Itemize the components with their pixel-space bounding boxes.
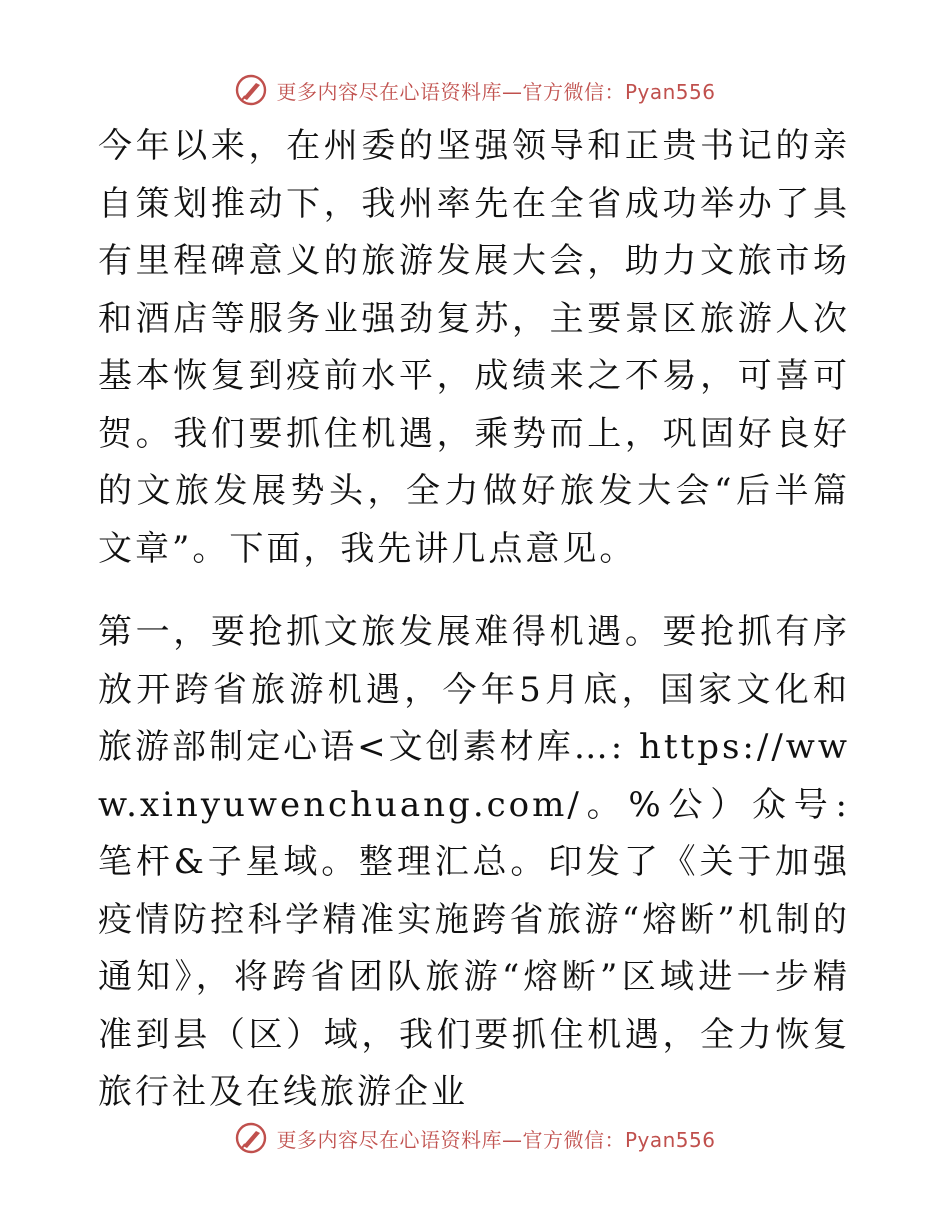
header-banner-text: 更多内容尽在心语资料库—官方微信：Pyan556: [276, 79, 716, 104]
document-body: [98, 118, 850, 1122]
header-watermark-banner: [0, 70, 950, 110]
quill-pen-logo-icon: [234, 1121, 268, 1155]
footer-banner-text: 更多内容尽在心语资料库—官方微信：Pyan556: [276, 1127, 716, 1152]
footer-watermark-banner: [0, 1118, 950, 1158]
body-paragraph-1: 今年以来，在州委的坚强领导和正贵书记的亲自策划推动下，我州率先在全省成功举办了具有里程碑意义的旅游发展大会，助力文旅市场和酒店等服务业强劲复苏，主要景区旅游人次基本恢复到疫前水平，成绩来之不易，可喜可贺。我们要抓住机遇，乘势而上，巩固好良好的文旅发展势头，全力做好旅发大会“后半篇文章”。下面，我先讲几点意见。: [98, 126, 850, 569]
quill-pen-logo-icon: [234, 73, 268, 107]
body-paragraph-2: 第一，要抢抓文旅发展难得机遇。要抢抓有序放开跨省旅游机遇，今年5月底，国家文化和旅游部制定心语<文创素材库…: https://www.xinyuwenchuang.com/。%公）众号: 笔杆&子星域。整理汇总。印发了《关于加强疫情防控科学精准实施跨省旅游“熔断”机制的通知》，将跨省团队旅游“熔断”区域进一步精准到县（区）域，我们要抓住机遇，全力恢复旅行社及在线旅游企业: [98, 612, 850, 1112]
